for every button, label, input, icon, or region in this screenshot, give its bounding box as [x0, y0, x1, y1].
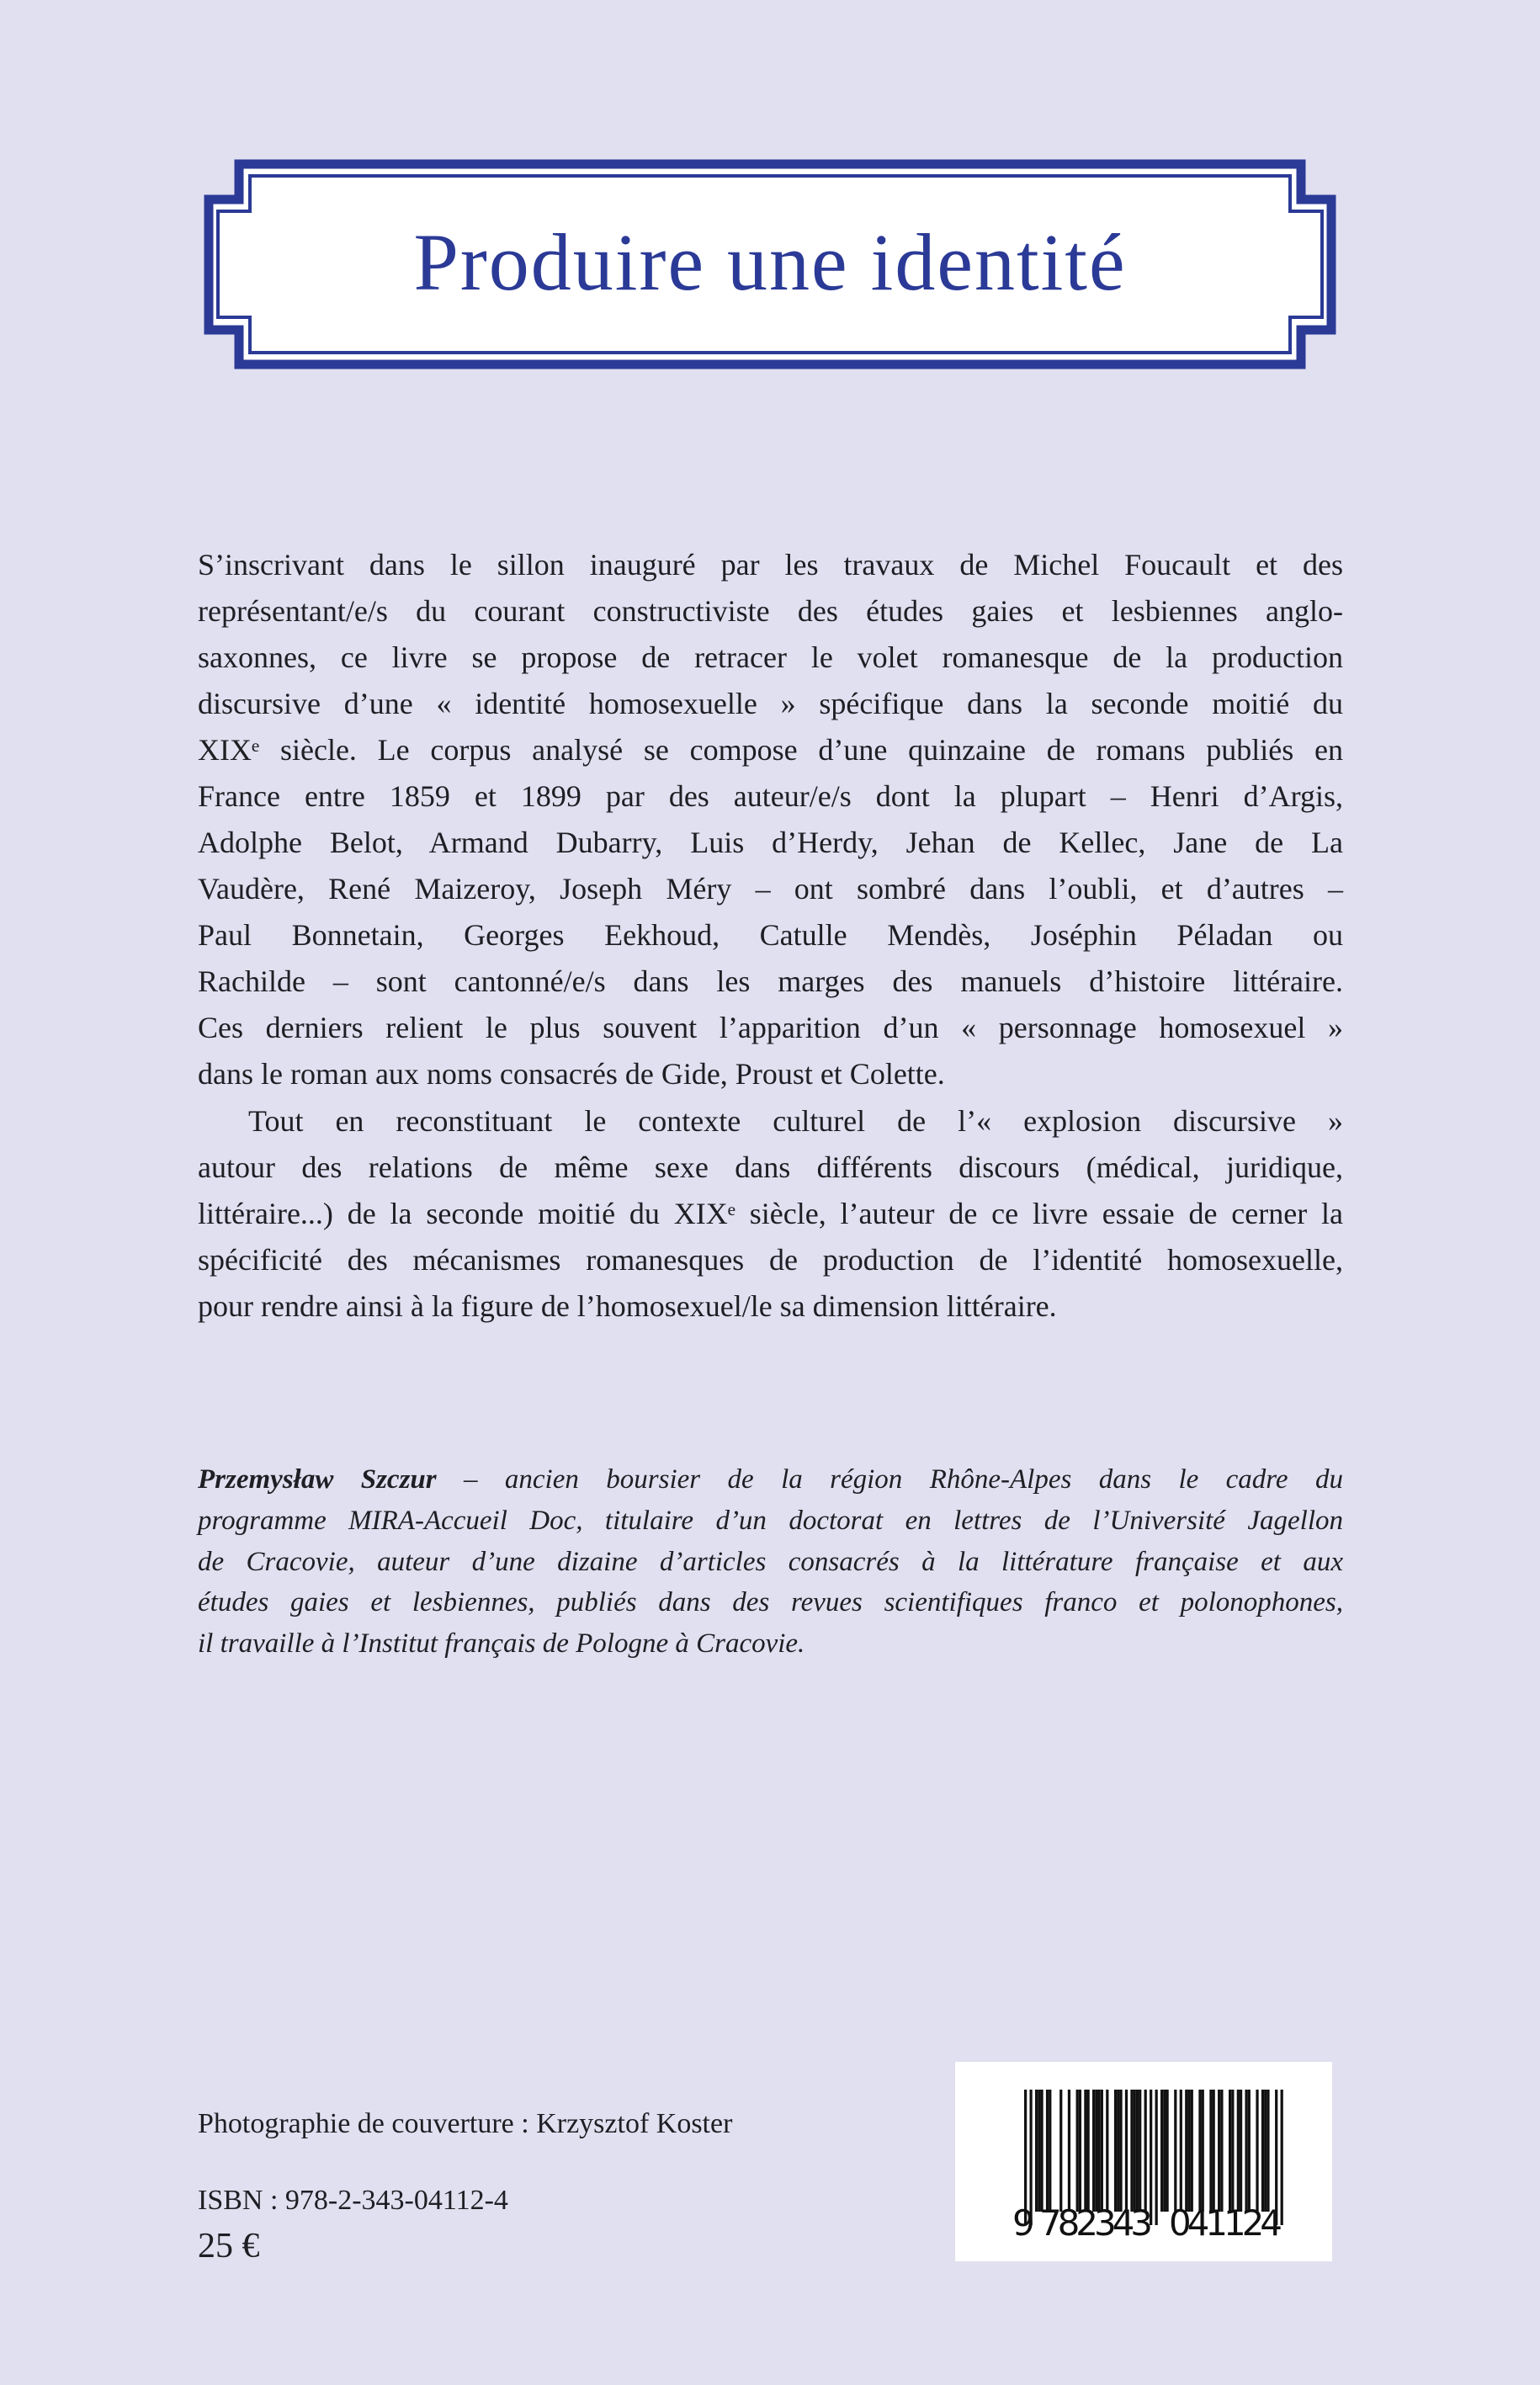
barcode-bar	[1038, 2090, 1040, 2212]
text-line: Adolphe Belot, Armand Dubarry, Luis d’Herdy, Jehan de Kellec, Jane de La	[198, 826, 1343, 859]
barcode-left-digits: 782343	[1039, 2202, 1153, 2244]
summary-paragraph-1	[198, 542, 1343, 1097]
text-line: littéraire...) de la seconde moitié du XIXᵉ siècle, l’auteur de ce livre essaie de cerner la	[198, 1197, 1343, 1230]
text-line: France entre 1859 et 1899 par des auteur/e/s dont la plupart – Henri d’Argis,	[198, 779, 1343, 813]
bio-line: il travaille à l’Institut français de Pologne à Cracovie.	[198, 1628, 805, 1660]
text-line: pour rendre ainsi à la figure de l’homosexuel/le sa dimension littéraire.	[198, 1289, 1057, 1323]
barcode-bar	[1092, 2090, 1095, 2212]
bio-line: études gaies et lesbiennes, publiés dans des revues scientifiques franco et polonophones,	[198, 1587, 1343, 1618]
barcode-bar	[1101, 2090, 1103, 2212]
barcode-bar	[1202, 2090, 1204, 2212]
text-line: autour des relations de même sexe dans différents discours (médical, juridique,	[198, 1150, 1343, 1184]
barcode-bar	[1191, 2090, 1193, 2212]
barcode-bar	[1068, 2090, 1070, 2212]
photo-credit: Photographie de couverture : Krzysztof Koster	[198, 2108, 733, 2139]
barcode-bar	[1134, 2090, 1136, 2212]
barcode-bar	[1087, 2090, 1090, 2212]
barcode-bar	[1114, 2090, 1117, 2212]
barcode-bar	[1218, 2090, 1220, 2212]
price: 25 €	[198, 2227, 260, 2265]
barcode-bar	[1125, 2090, 1128, 2212]
barcode	[955, 2062, 1332, 2261]
author-bio	[198, 1459, 1343, 1665]
barcode-bar	[1209, 2090, 1212, 2212]
barcode-bar	[1130, 2090, 1133, 2212]
text-line: discursive d’une « identité homosexuelle » spécifique dans la seconde moitié du	[198, 687, 1343, 720]
text-line: Vaudère, René Maizeroy, Joseph Méry – ont sombré dans l’oubli, et d’autres –	[198, 872, 1343, 906]
barcode-bar	[1117, 2090, 1119, 2212]
barcode-bar	[1180, 2090, 1182, 2212]
barcode-bar	[1049, 2090, 1051, 2212]
barcode-bar	[1035, 2090, 1038, 2212]
summary-paragraph-2	[198, 1098, 1343, 1330]
barcode-bar	[1106, 2090, 1108, 2212]
barcode-bar	[1084, 2090, 1086, 2212]
barcode-bar	[1163, 2090, 1166, 2212]
barcode-right-digits: 041124	[1169, 2202, 1282, 2244]
text-line: S’inscrivant dans le sillon inauguré par les travaux de Michel Foucault et des	[198, 548, 1343, 582]
author-name: Przemysław Szczur	[198, 1464, 437, 1495]
barcode-bar	[1174, 2090, 1176, 2212]
barcode-bar	[1166, 2090, 1168, 2212]
barcode-bar	[1198, 2090, 1201, 2212]
bio-line	[198, 1459, 1343, 1501]
text-line: représentant/e/s du courant constructiviste des études gaies et lesbiennes anglo-	[198, 594, 1343, 628]
text-line: Tout en reconstituant le contexte culturel de l’« explosion discursive »	[248, 1104, 1343, 1138]
book-title: Produire une identité	[413, 217, 1127, 307]
text-line: Paul Bonnetain, Georges Eekhoud, Catulle Mendès, Joséphin Péladan ou	[198, 918, 1343, 952]
barcode-bar	[1119, 2090, 1122, 2212]
text-line: saxonnes, ce livre se propose de retracer le volet romanesque de la production	[198, 640, 1343, 674]
barcode-bar	[1040, 2090, 1043, 2212]
barcode-bar	[1245, 2090, 1247, 2212]
barcode-bar	[1155, 2090, 1158, 2225]
bio-line: de Cracovie, auteur d’une dizaine d’articles consacrés à la littérature française et aux	[198, 1546, 1343, 1577]
barcode-bar	[1264, 2090, 1267, 2212]
barcode-bar	[1256, 2090, 1258, 2212]
barcode-bar	[1187, 2090, 1190, 2212]
bio-line: programme MIRA-Accueil Doc, titulaire d’un doctorat en lettres de l’Université Jagellon	[198, 1505, 1343, 1536]
text-line: spécificité des mécanismes romanesques de production de l’identité homosexuelle,	[198, 1243, 1343, 1277]
barcode-bar	[1095, 2090, 1097, 2212]
barcode-bar	[1229, 2090, 1231, 2212]
barcode-bar	[1079, 2090, 1081, 2212]
barcode-bar	[1097, 2090, 1100, 2212]
text-line: Rachilde – sont cantonné/e/s dans les marges des manuels d’histoire littéraire.	[198, 964, 1343, 998]
barcode-bar	[1261, 2090, 1264, 2212]
barcode-bar	[1136, 2090, 1139, 2212]
text-line: dans le roman aux noms consacrés de Gide, Proust et Colette.	[198, 1057, 945, 1091]
barcode-bar	[1059, 2090, 1062, 2212]
barcode-bar	[1248, 2090, 1251, 2212]
barcode-bar	[1144, 2090, 1147, 2212]
text-line: XIXᵉ siècle. Le corpus analysé se compose d’une quinzaine de romans publiés en	[198, 733, 1343, 767]
barcode-bar	[1220, 2090, 1223, 2212]
barcode-bar	[1185, 2090, 1187, 2212]
text-line: Ces derniers relient le plus souvent l’apparition d’un « personnage homosexuel »	[198, 1011, 1343, 1044]
barcode-bar	[1046, 2090, 1049, 2212]
barcode-bar	[1231, 2090, 1234, 2212]
barcode-bar	[1160, 2090, 1163, 2212]
barcode-first-digit: 9	[1012, 2202, 1035, 2244]
barcode-bar	[1213, 2090, 1215, 2212]
barcode-bars	[955, 2062, 1332, 2261]
barcode-bar	[1139, 2090, 1141, 2212]
barcode-bar	[1076, 2090, 1079, 2212]
isbn: ISBN : 978-2-343-04112-4	[198, 2185, 508, 2216]
barcode-bar	[1267, 2090, 1269, 2212]
barcode-bar	[1237, 2090, 1240, 2212]
barcode-bar	[1240, 2090, 1242, 2212]
bio-text: – ancien boursier de la région Rhône-Alpes dans le cadre du	[436, 1464, 1343, 1495]
